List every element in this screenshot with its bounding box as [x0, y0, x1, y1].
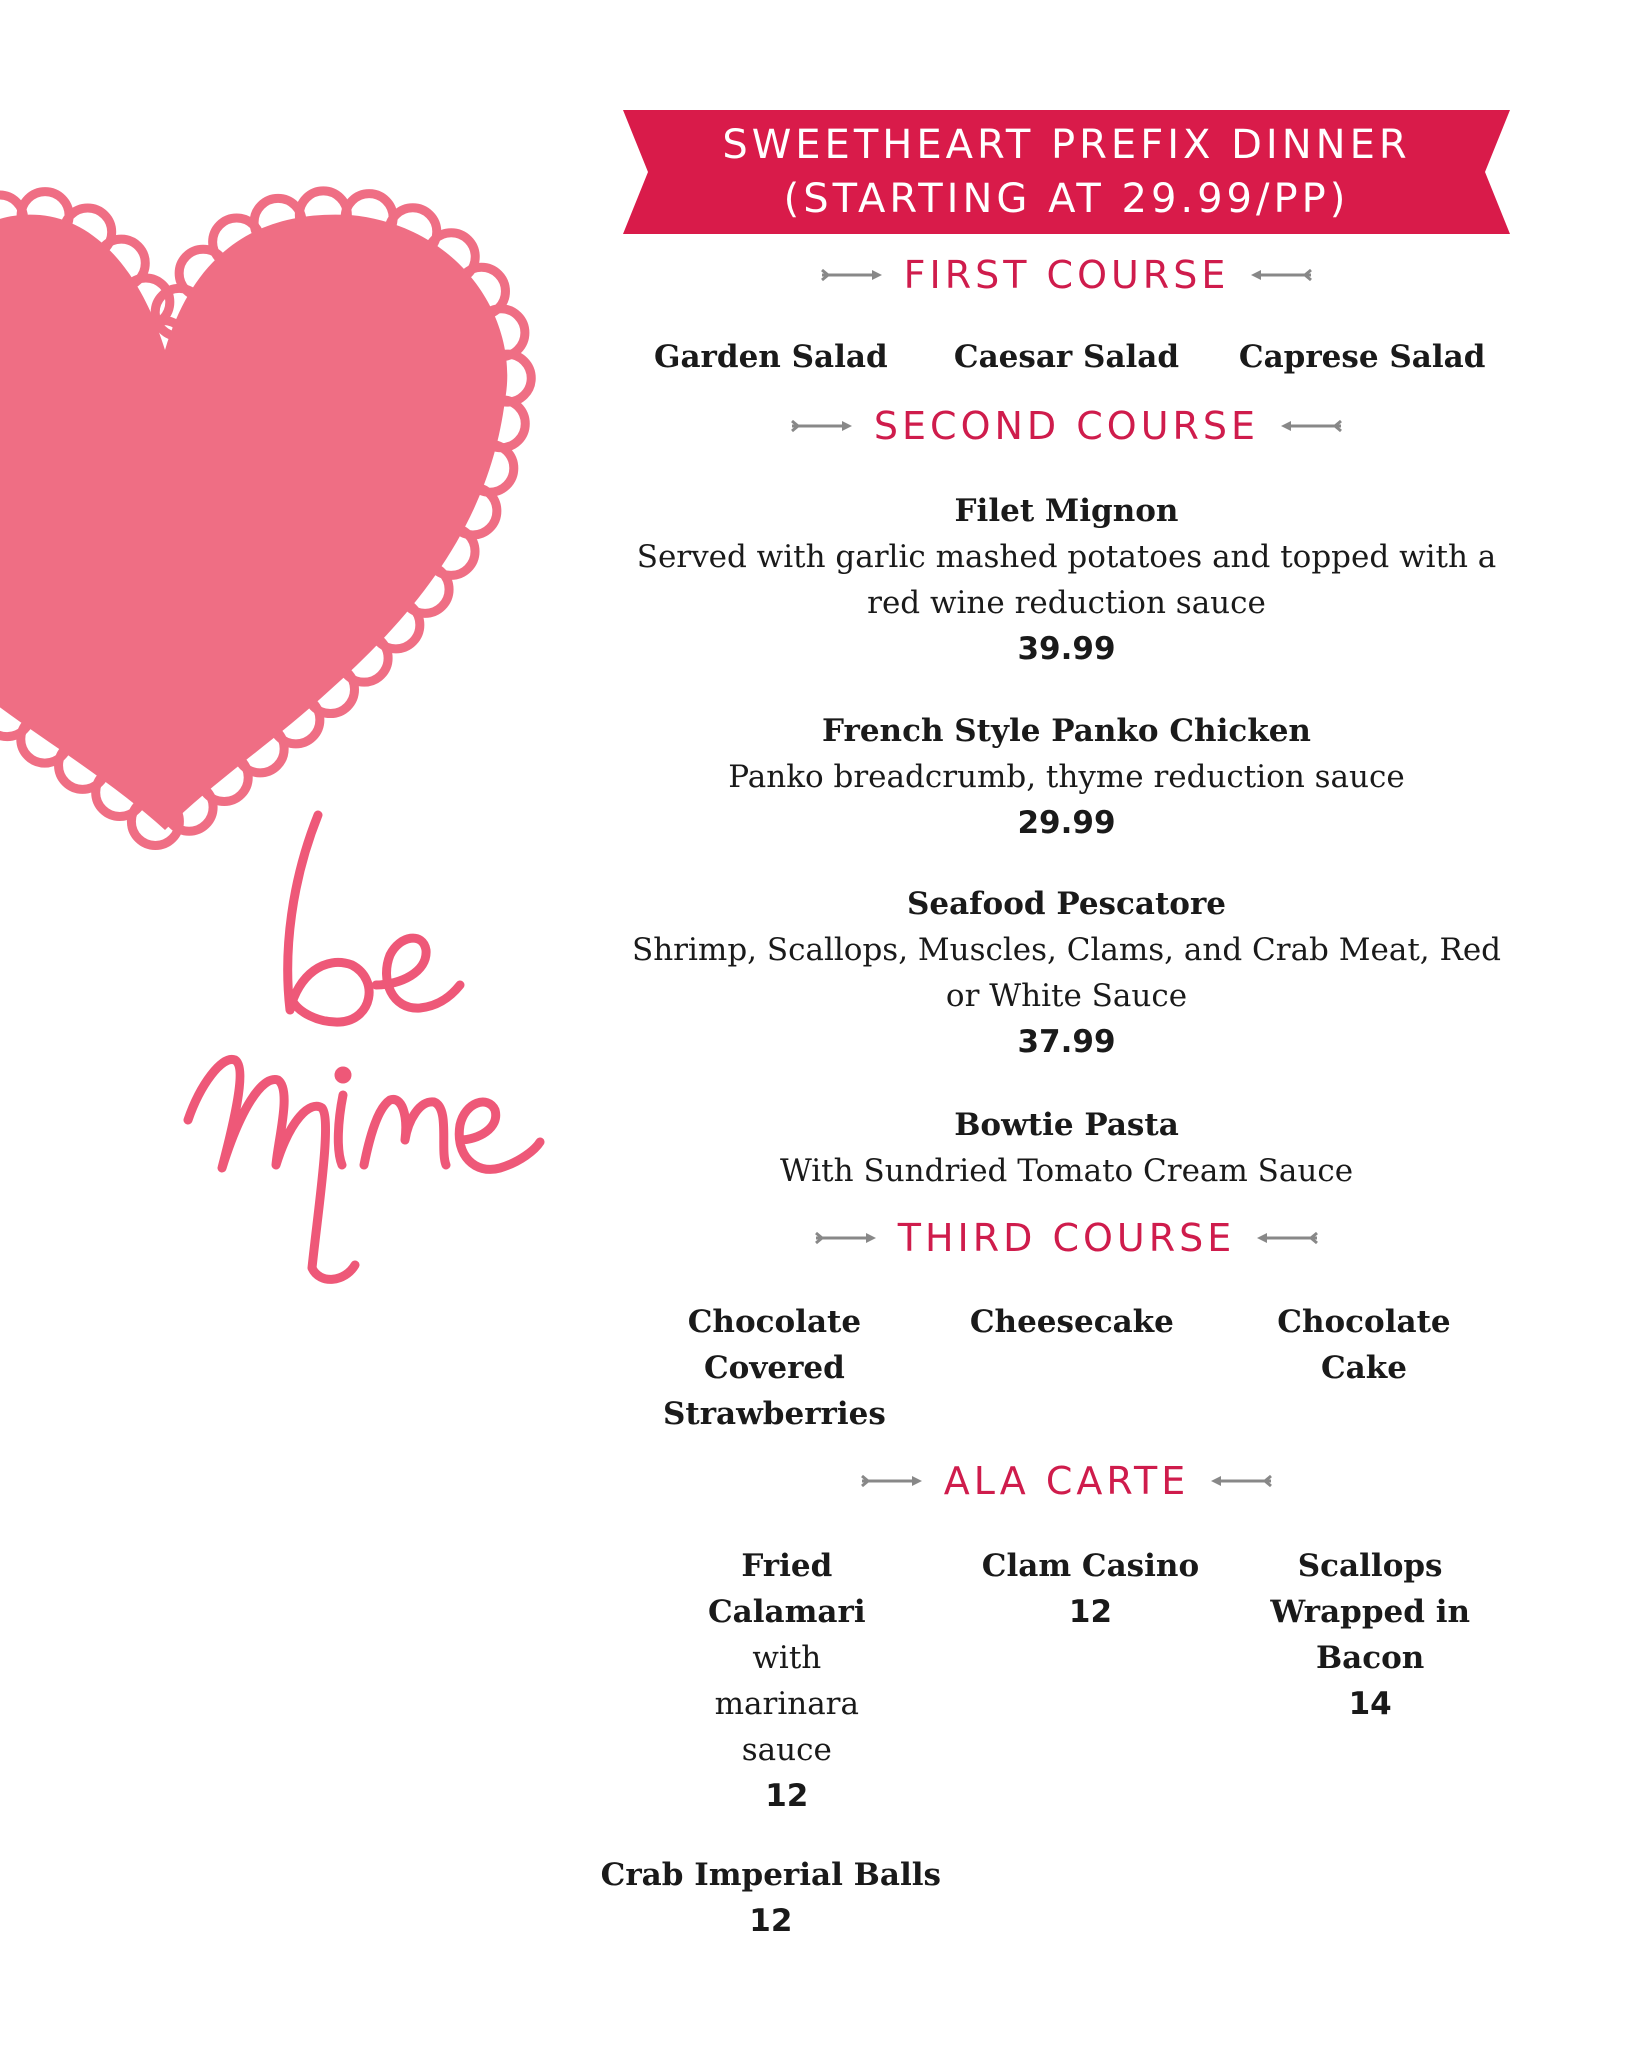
- menu-item-bowtie-pasta: [623, 1102, 1510, 1194]
- item-price: 12: [765, 1778, 809, 1814]
- second-course-title: SECOND COURSE: [873, 404, 1260, 448]
- title-banner: [623, 110, 1510, 234]
- arrow-left-icon: [1279, 418, 1343, 434]
- menu-item: Chocolate Covered Strawberries: [663, 1304, 886, 1432]
- item-description: With Sundried Tomato Cream Sauce: [779, 1153, 1354, 1189]
- item-description: Shrimp, Scallops, Muscles, Clams, and Crab Meat, Red or White Sauce: [631, 932, 1502, 1014]
- item-description: Panko breadcrumb, thyme reduction sauce: [728, 759, 1405, 795]
- item-name: Scallops Wrapped in Bacon: [1270, 1548, 1471, 1676]
- arrow-right-icon: [814, 1230, 878, 1246]
- menu-item-scallops-bacon: [1230, 1543, 1510, 1819]
- first-course-items: [623, 334, 1510, 380]
- decoration-art: [0, 0, 600, 1300]
- item-name: Filet Mignon: [954, 493, 1179, 529]
- first-course-title: FIRST COURSE: [903, 253, 1230, 297]
- menu-item-fried-calamari: [623, 1543, 951, 1819]
- item-price: 29.99: [1017, 805, 1116, 841]
- ala-carte-title: ALA CARTE: [943, 1459, 1190, 1503]
- item-name: Bowtie Pasta: [954, 1107, 1179, 1143]
- banner-title-line1: SWEETHEART PREFIX DINNER: [722, 122, 1411, 168]
- menu-item-panko-chicken: [623, 708, 1510, 846]
- menu-item: Chocolate Cake: [1277, 1304, 1451, 1386]
- arrow-right-icon: [790, 418, 854, 434]
- arrow-left-icon: [1209, 1473, 1273, 1489]
- item-name: Clam Casino: [981, 1548, 1200, 1584]
- arrow-left-icon: [1249, 267, 1313, 283]
- menu-item: Garden Salad: [654, 339, 888, 375]
- item-description: Served with garlic mashed potatoes and topped with a red wine reduction sauce: [636, 539, 1497, 621]
- third-course-heading: [623, 1208, 1510, 1268]
- item-name: Fried Calamari: [708, 1548, 866, 1630]
- menu-item-crab-imperial-balls: [583, 1852, 959, 1944]
- item-name: Seafood Pescatore: [906, 886, 1227, 922]
- item-price: 12: [749, 1903, 793, 1939]
- ala-carte-heading: [623, 1451, 1510, 1511]
- item-description: with marinara sauce: [714, 1640, 859, 1768]
- arrow-right-icon: [820, 267, 884, 283]
- ala-carte-items: [623, 1543, 1510, 1819]
- item-name: French Style Panko Chicken: [822, 713, 1311, 749]
- arrow-left-icon: [1255, 1230, 1319, 1246]
- heart-doily-icon: [0, 191, 531, 846]
- menu-item-seafood-pescatore: [623, 881, 1510, 1065]
- arrow-right-icon: [860, 1473, 924, 1489]
- menu-item: Caesar Salad: [953, 339, 1180, 375]
- banner-title-line2: (STARTING AT 29.99/PP): [783, 176, 1350, 222]
- third-course-items: [623, 1299, 1510, 1437]
- item-price: 12: [1068, 1594, 1113, 1630]
- menu-item: Caprese Salad: [1238, 339, 1486, 375]
- item-price: 14: [1348, 1686, 1392, 1722]
- menu-item-filet-mignon: [623, 488, 1510, 672]
- ala-carte-items-row2: [600, 1852, 1510, 1944]
- be-mine-script: [188, 815, 540, 1279]
- second-course-heading: [623, 396, 1510, 456]
- item-price: 39.99: [1017, 631, 1116, 667]
- menu-item-clam-casino: [951, 1543, 1231, 1819]
- item-price: 37.99: [1017, 1024, 1116, 1060]
- item-name: Crab Imperial Balls: [600, 1857, 941, 1893]
- third-course-title: THIRD COURSE: [897, 1216, 1236, 1260]
- menu-item: Cheesecake: [969, 1304, 1174, 1340]
- first-course-heading: [623, 245, 1510, 305]
